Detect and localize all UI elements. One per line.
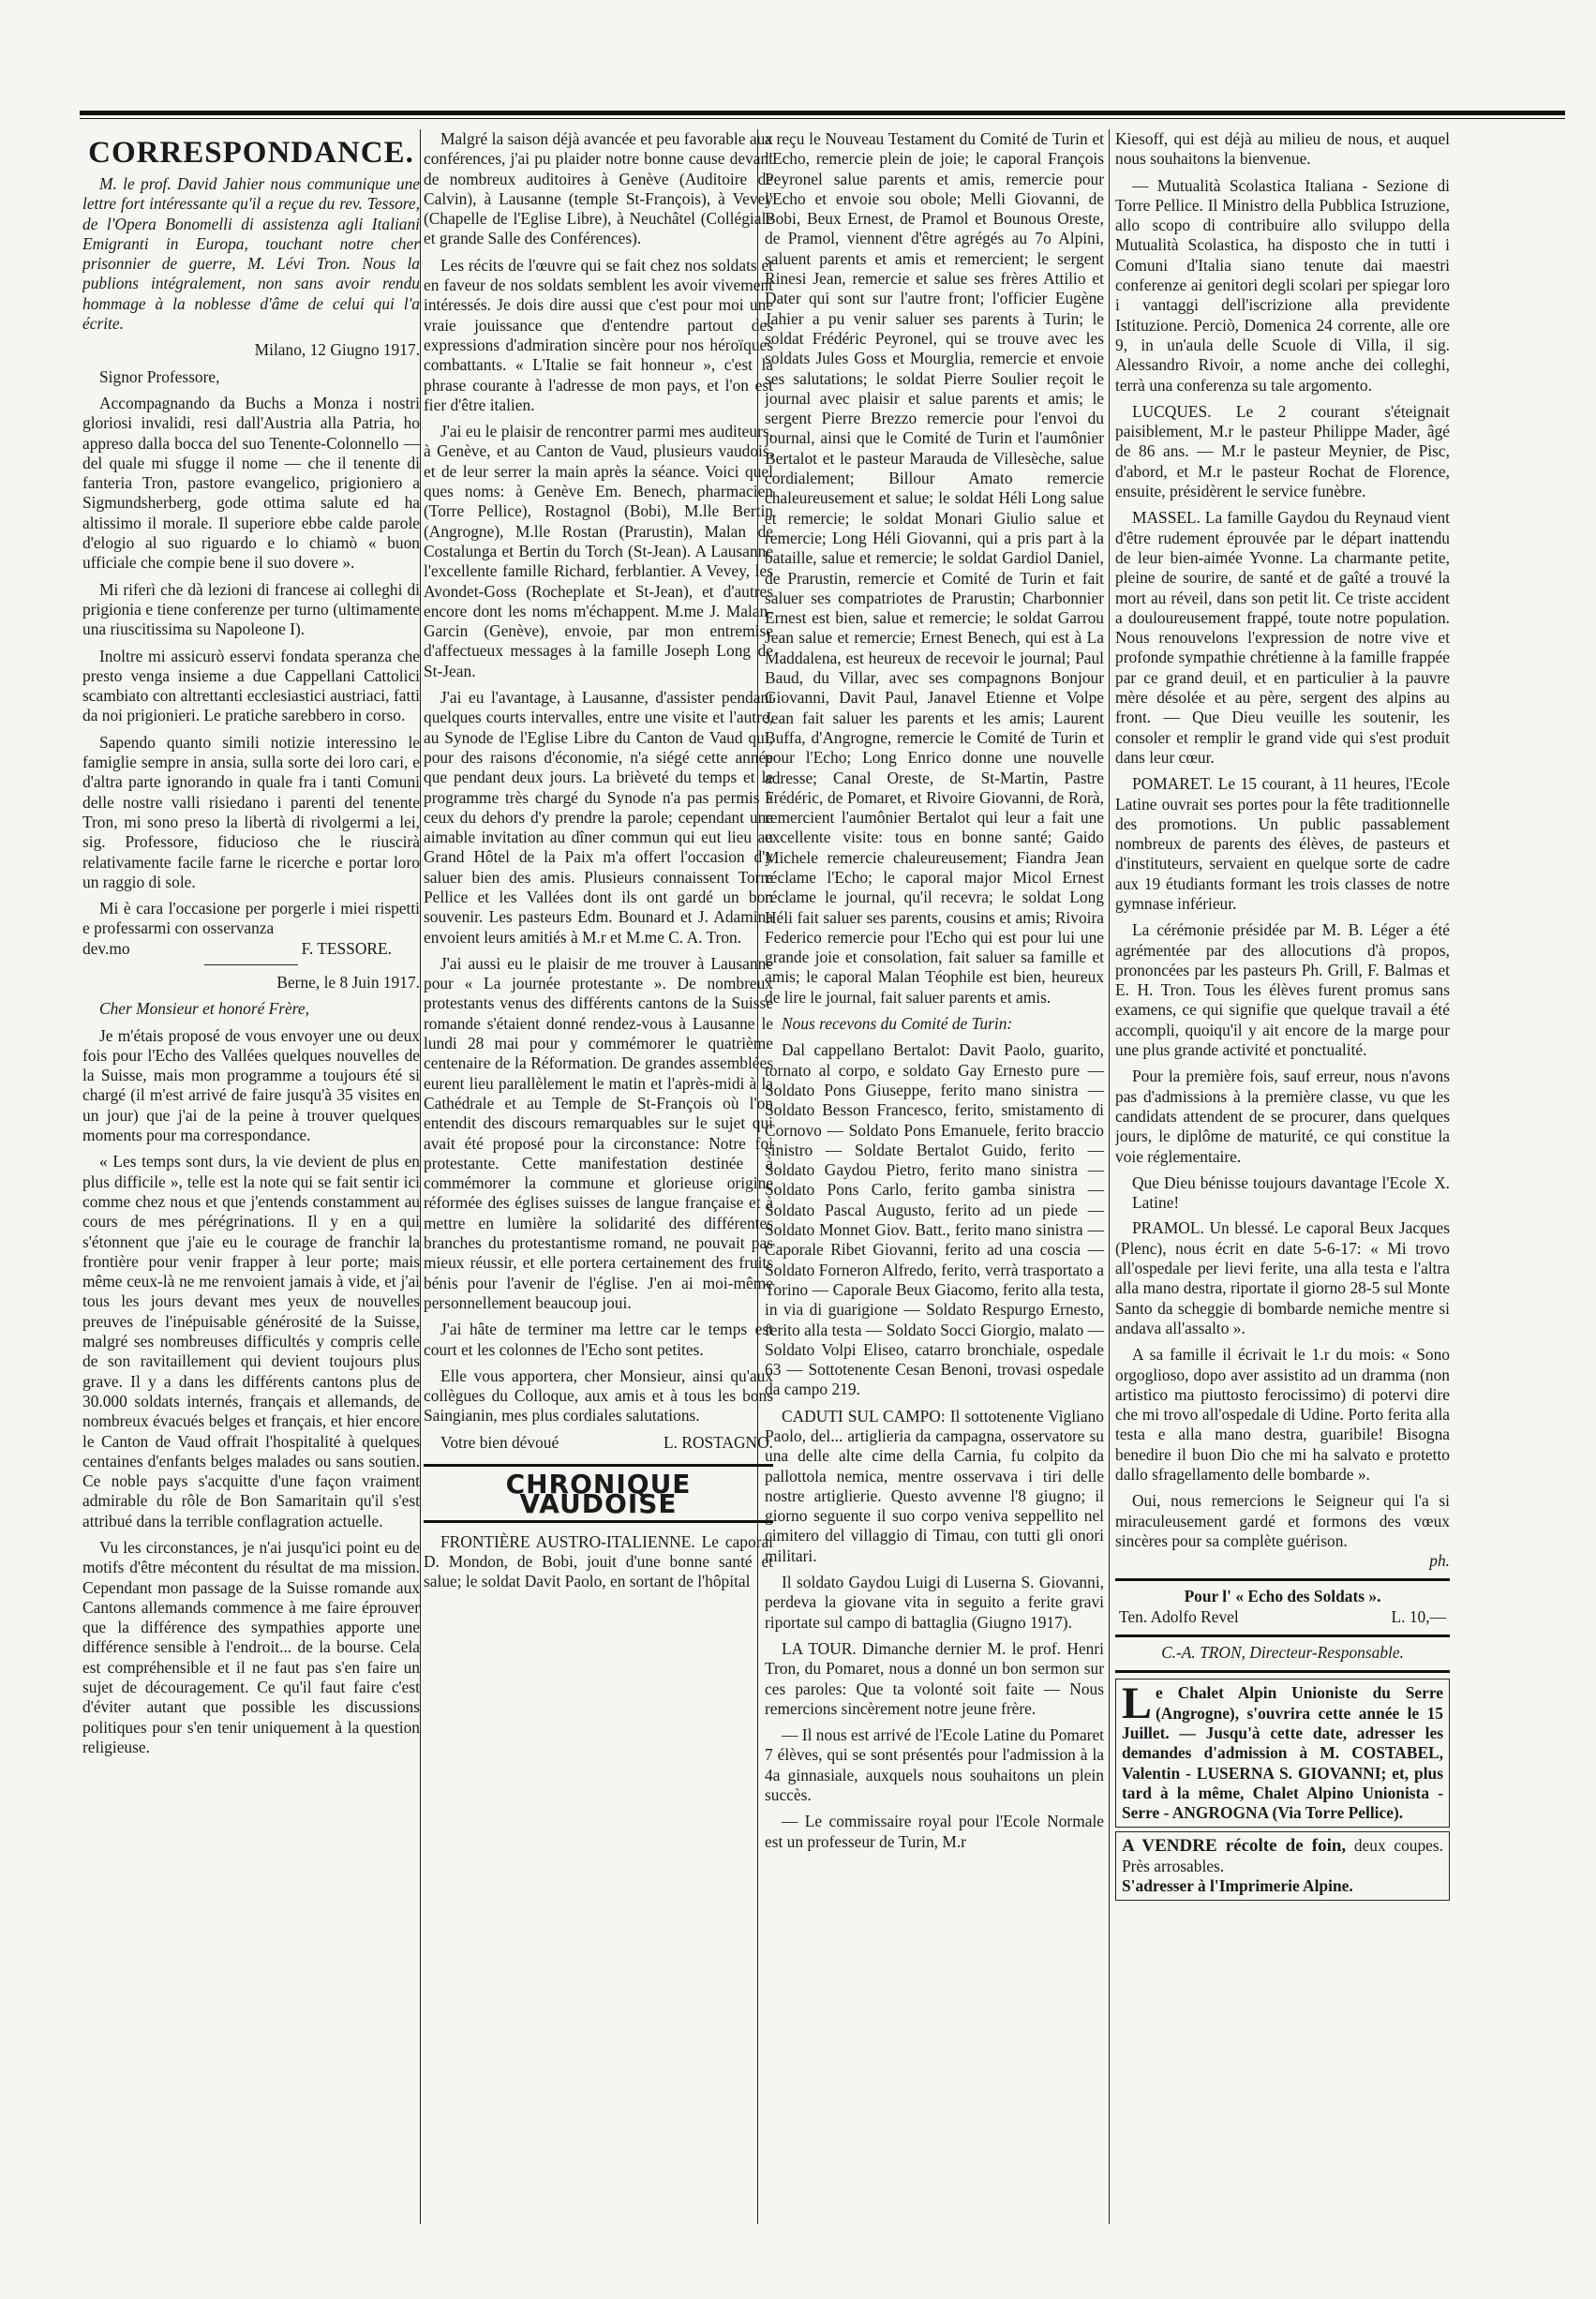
closing-text: Que Dieu bénisse toujours davantage l'Ecole Latine!	[1132, 1172, 1427, 1213]
rule	[1115, 1578, 1450, 1581]
ad-text: e Chalet Alpin Unioniste du Serre (Angrogne), s'ouvrira cette année le 15 Juillet. — Jusqu'à cette date, adresser les demandes d'admission à M. COSTABEL, Valentin - LUSERNA S. GIOVANNI; et, plus tard à la même, Chalet Alpino Unionista - Serre - ANGROGNA (Via Torre Pellice).	[1122, 1683, 1443, 1823]
paragraph: PRAMOL. Un blessé. Le caporal Beux Jacques (Plenc), nous écrit en date 5-6-17: « Mi trovo all'ospedale per lievi ferite, una alla testa e l'altra alla mano destra, riportate il giorno 28-5 sul Monte Santo da scheggie di bombarde nemiche mentre si andava all'assalto ».	[1115, 1218, 1450, 1337]
ad-text: deux coupes. Près arrosables.	[1122, 1836, 1443, 1875]
rule	[1115, 1670, 1450, 1673]
director-line: C.-A. TRON, Directeur-Responsable.	[1161, 1643, 1404, 1663]
column-4	[1115, 129, 1450, 2250]
section-heading-correspondance: CORRESPONDANCE.	[88, 136, 414, 170]
column-2	[424, 129, 773, 2250]
top-rule-thin	[80, 118, 1565, 119]
column-divider	[1109, 129, 1110, 2224]
paragraph: Les récits de l'œuvre qui se fait chez nos soldats et en faveur de nos soldats semblent les avoir vivement intéressés. Je dois dire aussi que c'est pour moi une vraie jouissance que d'entendre partout des expressions d'admiration sincère pour nos héroïques combattants. « L'Italie se fait honneur », c'est la phrase courante à l'adresse de mon pays, et l'on est fier d'être italien.	[424, 255, 773, 414]
paragraph: Vu les circonstances, je n'ai jusqu'ici point eu de motifs d'être mécontent du résultat de ma mission. Cependant mon passage de la Suisse romande aux Cantons allemands commence à me faire éprouver que la différence des sympathies apporte une différence sensible à l'endroit... de la bourse. Cela est compréhensible et il ne faut pas s'en faire un sujet de découragement. Ce qu'il faut faire c'est d'éviter autant que possible les discussions politiques pour s'en tenir uniquement à la question religieuse.	[82, 1538, 420, 1756]
paragraph: J'ai eu le plaisir de rencontrer parmi mes auditeurs, à Genève, et au Canton de Vaud, plusieurs vaudois, et de leur serrer la main après la séance. Voici quel ques noms: à Genève Em. Benech, pharmacien (Torre Pellice), Rostagnol (Bobi), M.lle Bertin (Angrogne), M.lle Rostan (Prarustin), Malan de Costalunga et Bertin du Torch (St-Jean). A Lausanne l'excellente famille Richard, ferblantier. A Vevey, les Avondet-Goss (Rocheplate et St-Jean), et d'autres encore dont les noms m'échappent. M.me J. Malan-Garcin (Genève), envoie, par mon entremise d'affectueux messages à la famille Joseph Long de St-Jean.	[424, 422, 773, 680]
letter-salutation: Signor Professore,	[99, 366, 220, 386]
ad-contact: S'adresser à l'Imprimerie Alpine.	[1122, 1876, 1353, 1896]
separator	[204, 964, 298, 965]
donation-amount: L. 10,—	[1391, 1606, 1446, 1626]
paragraph: Mi è cara l'occasione per porgerle i miei rispetti e professarmi con osservanza	[82, 899, 420, 938]
paragraph: Kiesoff, qui est déjà au milieu de nous, et auquel nous souhaitons la bienvenue.	[1115, 129, 1450, 169]
signature-line	[1115, 1173, 1450, 1214]
paragraph: a reçu le Nouveau Testament du Comité de Turin et l'Echo, remercie plein de joie; le caporal François Peyronel salue parents et amis, remercie pour l'Echo et envoie sou obole; Melli Giovanni, de Bobi, Beux Ernest, de Pramol et Bounous Oreste, de Pramol, viennent d'être agrégés au 7o Alpini, saluent parents et amis et remercient; le sergent Rinesi Jean, remercie et salue ses frères Attilio et Dater qui sont sur l'autre front; l'officier Eugène Jahier a pu venir saluer ses parents à Turin; le soldat Frédéric Peyronel, qui se trouve avec les soldats Jules Goss et Mourglia, remercie et envoie ses salutations; le soldat Pierre Soulier reçoit le journal avec plaisir et salue parents et amis; le sergent Pierre Brezzo remercie pour l'envoi du journal, ainsi que le Comité de Turin et l'aumônier Bertalot et le pasteur Marauda de Villesèche, salue cordialement; Billour Amato remercie chaleureusement et salue; le soldat Héli Long salue et remercie; le soldat Monari Giulio salue et remercie; Long Héli Giovanni, qui a pris part à la bataille, salue et remercie; le soldat Gardiol Daniel, de Prarustin, remercie et Comité de Turin et fait saluer ses compatriotes de Prarustin; Charbonnier Ernest est bien, salue et remercie; le soldat Garrou Jean salue et remercie; Ernest Benech, qui est à La Maddalena, est heureux de recevoir le journal; Paul Baud, du Villar, avec ses compagnons Bonjour Giovanni, Davit Paul, Janavel Etienne et Volpe Jean fait saluer les parents et les amis; Laurent Buffa, d'Angrogne, remercie le Comité de Turin et pour l'Echo; Long Enrico donne une nouvelle adresse; Canal Oreste, de St-Martin, Pastre Frédéric, de Pomaret, et Rivoire Giovanni, de Rorà, remercient l'aumônier Bertalot qui leur a fait une excellente visite: tous en bonne santé; Gaido Michele remercie chaleureusement; Fiandra Jean réclame l'Echo; le caporal major Micol Ernest réclame le journal, qu'il recevra; le soldat Long Héli fait saluer ses parents, cousins et amis; Rivoira Federico remercie pour l'Echo qui est pour lui une grande joie et consolation, fait saluer sa famille et amis; le caporal Malan Téophile est bien, heureux de lire le journal, fait saluer parents et amis.	[765, 129, 1104, 1007]
paragraph: A sa famille il écrivait le 1.r du mois: « Sono orgoglioso, dopo aver assistito ad un dramma (non artistico ma piuttosto ferocissimo) di potervi dire che mi trovo all'ospedale di Udine. Porto ferita alla testa e alla mano destra, guaribile! Bisogna benedire il buon Dio che mi ha salvato e protetto dallo sfragellamento delle bombarde ».	[1115, 1345, 1450, 1484]
paragraph: Sapendo quanto simili notizie interessino le famiglie sempre in ansia, sulla sorte dei loro cari, e d'altra parte ignorando in quale fra i tanti Comuni delle nostre valli risiedano i parenti del tenente Tron, mi sono preso la libertà di rivolgermi a lei, sig. Professore, fiducioso che le riuscirà relativamente facile farne le ricerche e portar loro un raggio di sole.	[82, 732, 420, 891]
paragraph: — Il nous est arrivé de l'Ecole Latine du Pomaret 7 élèves, qui se sont présentés pour l'admission à la 4a ginnasiale, auxquels nous souhaitons un plein succès.	[765, 1725, 1104, 1805]
paragraph: FRONTIÈRE AUSTRO-ITALIENNE. Le caporal D. Mondon, de Bobi, jouit d'une bonne santé et salue; le soldat Davit Paolo, en sortant de l'hôpital	[424, 1531, 773, 1591]
paragraph: — Le commissaire royal pour l'Ecole Normale est un professeur de Turin, M.r	[765, 1812, 1104, 1851]
paragraph: LA TOUR. Dimanche dernier M. le prof. Henri Tron, du Pomaret, nous a donné un bon sermon sur ces paroles: Que ta volonté soit faite — Nous remercions sincèrement notre jeune frère.	[765, 1638, 1104, 1718]
donor-name: Ten. Adolfo Revel	[1119, 1606, 1239, 1626]
signature-line	[424, 1433, 773, 1453]
signature: X.	[1434, 1172, 1450, 1192]
paragraph: Accompagnando da Buchs a Monza i nostri gloriosi invalidi, resi dall'Austria alla Patria, ho appreso dalla bocca del suo Tenente-Colonnello — del quale mi sfugge il nome — che il tenente di fanteria Tron, pastore evangelico, prigioniero a Sigmundsherberg, gode ottima salute ed ha altissimo il morale. Il superiore ebbe calde parole d'elogio al suo riguardo e lo chiamò « buon ufficiale che compie bene il suo dovere ».	[82, 393, 420, 573]
paragraph: POMARET. Le 15 courant, à 11 heures, l'Ecole Latine ouvrait ses portes pour la fête traditionnelle des promotions. Un public passablement nombreux de parents des élèves, de pasteurs et d'instituteurs, servaient en quelque sorte de cadre aux 19 étudiants formant les trois classes de notre gymnase inférieur.	[1115, 774, 1450, 913]
advertisement-foin	[1115, 1831, 1450, 1901]
column-3	[765, 129, 1104, 2250]
echo-heading: Pour l' « Echo des Soldats ».	[1184, 1587, 1381, 1606]
paragraph: J'ai eu l'avantage, à Lausanne, d'assister pendant quelques courts intervalles, entre une visite et l'autre, au Synode de l'Eglise Libre du Canton de Vaud qui, pour des raisons d'économie, n'a siégé cette année que pendant deux jours. La brièveté du temps et le programme très chargé du Synode n'a pas permis à ceux du dehors d'y prendre la parole; cependant une aimable invitation au dîner commun qui eut lieu au Grand Hôtel de la Paix m'a offert l'occasion d'y saluer bien des amis. Plusieurs connaissent Torre Pellice et les Vallées dont ils ont gardé un bon souvenir. Les pasteurs Edm. Bounard et J. Adamina envoient leurs amitiés à M.r et M.me C. A. Tron.	[424, 688, 773, 947]
paragraph: Mi riferì che dà lezioni di francese ai colleghi di prigionia e tiene conferenze per turno (ultimamente una riuscitissima su Napoleone I).	[82, 579, 420, 639]
ad-title: A VENDRE récolte de foin,	[1122, 1836, 1347, 1857]
advertisement-chalet	[1115, 1679, 1450, 1828]
letter-salutation: Cher Monsieur et honoré Frère,	[99, 999, 309, 1019]
column-1	[82, 129, 420, 2250]
paragraph: Pour la première fois, sauf erreur, nous n'avons pas d'admissions à la première classe, vu que les candidats attendent de se procurer, dans quelques jours, le diplôme de maturité, ce qui constitue la voie réglementaire.	[1115, 1067, 1450, 1166]
drop-cap: L	[1122, 1679, 1153, 1729]
signature: ph.	[1429, 1551, 1450, 1571]
paragraph: J'ai aussi eu le plaisir de me trouver à Lausanne pour « La journée protestante ». De nombreux protestants venus des différents cantons de la Suisse romande s'étaient donné rendez-vous à Lausanne le lundi 28 mai pour y commémorer le quatrième centenaire de la Réformation. De grandes assemblées eurent lieu parallèlement le matin et l'après-midi à la Cathédrale et au Temple de St-François où l'on entendit des discours remarquables sur le sujet qui avait été proposé pour la circonstance: Notre foi protestante. Cette manifestation destinée à commémorer la commune et glorieuse origine réformée des églises suisses de langue française et à mettre en lumière la solidarité des différentes branches du protestantisme romand, ne pouvait pas mieux réussir, et elle portera certainement des fruits bénis pour l'avenir de l'église. J'en ai moi-même personnellement beaucoup joui.	[424, 953, 773, 1312]
paragraph: Elle vous apportera, cher Monsieur, ainsi qu'aux collègues du Colloque, aux amis et à tous les bons Saingianin, mes plus cordiales salutations.	[424, 1366, 773, 1426]
paragraph: Il soldato Gaydou Luigi di Luserna S. Giovanni, perdeva la giovane vita in seguito a ferite gravi riportate sul campo di battaglia (Giugno 1917).	[765, 1573, 1104, 1632]
top-rule	[80, 111, 1565, 115]
signature: F. TESSORE.	[301, 938, 392, 958]
column-divider	[420, 129, 421, 2224]
paragraph: J'ai hâte de terminer ma lettre car le temps est court et les colonnes de l'Echo sont petites.	[424, 1320, 773, 1359]
signature: L. ROSTAGNO.	[664, 1432, 773, 1452]
paragraph: Je m'étais proposé de vous envoyer une ou deux fois pour l'Echo des Vallées quelques nouvelles de la Suisse, mais mon programme a toujours été si chargé (il m'est arrivé de faire jusqu'à 35 visites en un jour) que j'ai de la peine à trouver quelques moments pour ma correspondance.	[82, 1025, 420, 1145]
paragraph: MASSEL. La famille Gaydou du Reynaud vient d'être rudement éprouvée par le départ inattendu de leur bien-aimée Yvonne. La charmante petite, pleine de sourire, de santé et de gaîté a trouvé la mort au réveil, dans son petit lit. Ce triste accident a douloureusement frappé, toute notre population. Nous renouvelons l'expression de notre vive et profonde sympathie chrétienne à la famille frappée par ce grand deuil, et en particulier à la pauvre mère désolée et au père, sergent des alpins au front. — Que Dieu veuille les soutenir, les consoler et remplir le grand vide qui s'est produit dans leur cœur.	[1115, 508, 1450, 767]
donation-line	[1115, 1607, 1450, 1627]
paragraph: Dal cappellano Bertalot: Davit Paolo, guarito, tornato al corpo, e soldato Gay Ernesto pure — Soldato Pons Giuseppe, ferito mano sinistra — Soldato Besson Francesco, ferito, smistamento di Cornovo — Soldato Pons Emanuele, ferito braccio sinistro — Soldate Bertalot Guido, ferito — Soldato Gaydou Pietro, ferito mano sinistra — Soldato Pons Carlo, ferito gamba sinistra — Soldato Pascal Augusto, ferito ad un piede — Soldato Monnet Giov. Batt., ferito mano sinistra — Caporale Ribet Giovanni, ferito ad una coscia — Soldato Forneron Alfredo, ferito, verrà trasportato a Torino — Caporale Beux Giacomo, ferito alla testa, in via di guarigione — Soldato Respurgo Ernesto, ferito alla testa — Soldato Socci Giorgio, malato — Soldato Volpi Eliseo, catarro bronchiale, ospedale 63 — Sottotenente Cesan Benoni, trovasi ospedale da campo 219.	[765, 1040, 1104, 1399]
paragraph: Oui, nous remercions le Seigneur qui l'a si miraculeusement gardé et formons des vœux sincères pour sa complète guérison.	[1115, 1491, 1450, 1550]
closing-text: dev.mo	[82, 938, 130, 958]
letter-date: Berne, le 8 Juin 1917.	[276, 972, 420, 992]
paragraph: Inoltre mi assicurò esservi fondata speranza che presto venga insieme a due Cappellani Cattolici scambiato con altrettanti ecclesiastici austriaci, fatti da noi prigionieri. Le pratiche sarebbero in corso.	[82, 646, 420, 725]
rule	[1115, 1635, 1450, 1637]
paragraph: LUCQUES. Le 2 courant s'éteignait paisiblement, M.r le pasteur Philippe Mader, âgé de 86 ans. — M.r le pasteur Meynier, de Pisc, d'abord, et M.r le pasteur Rochat de Florence, ensuite, présidèrent le service funèbre.	[1115, 401, 1450, 501]
paragraph: La cérémonie présidée par M. B. Léger a été agrémentée par des allocutions d'à propos, prononcées par les pasteurs Ph. Grill, F. Balmas et E. H. Tron. Tous les élèves furent promus sans examens, ce qui signifie que quelque travail a été accompli, quoiqu'il y ait encore de la marge pour une plus grande activité et ponctualité.	[1115, 920, 1450, 1060]
subheading: Nous recevons du Comité de Turin:	[782, 1014, 1013, 1034]
paragraph: « Les temps sont durs, la vie devient de plus en plus difficile », telle est la note qui se fait sentir ici comme chez nous et que j'entends constamment au cours de mes pérégrinations. Il y en a qui s'étonnent que j'aie eu le courage de franchir la frontière pour venir frapper à leur porte; mais même ceux-là ne me renvoient jamais à vide, et j'ai tous les jours devant mes yeux de nouvelles preuves de l'inépuisable générosité de la Suisse, malgré ses nombreuses difficultés y compris celle de son ravitaillement qui devient toujours plus grave. Il y a dans les différents cantons plus de 30.000 soldats internés, français et allemands, de nombreux évacués belges et français, et hier encore le Canton de Vaud offrait l'hospitalité à quelques centaines d'enfants belges malades ou sans soutien. Ce noble pays s'acquitte d'une façon vraiment admirable du rôle de Bon Samaritain qu'il s'est attribué dans la terrible conflagration actuelle.	[82, 1152, 420, 1530]
closing-text: Votre bien dévoué	[440, 1432, 559, 1452]
paragraph: Malgré la saison déjà avancée et peu favorable aux conférences, j'ai pu plaider notre bonne cause devant de nombreux auditoires à Genève (Auditoire de Calvin), à Lausanne (temple St-François), à Vevey (Chapelle de l'Eglise Libre), à Neuchâtel (Collégiale et grande Salle des Conférences).	[424, 129, 773, 248]
section-heading-chronique: CHRONIQUE VAUDOISE	[424, 1464, 773, 1523]
letter-date: Milano, 12 Giugno 1917.	[254, 340, 420, 360]
signature-line	[82, 939, 420, 959]
paragraph: CADUTI SUL CAMPO: Il sottotenente Vigliano Paolo, del... artiglieria da campagna, osservatore su una delle alte cime della Carnia, fu colpito da pallottola nemica, mentre osservava i tiri delle nostre artiglierie. Questo avvenne l'8 giugno; il giorno seguente il suo corpo veniva seppellito nel cimitero del villaggio di Timau, con tutti gli onori militari.	[765, 1406, 1104, 1565]
intro-paragraph: M. le prof. David Jahier nous communique une lettre fort intéressante qu'il a reçue du rev. Tessore, de l'Opera Bonomelli di assistenza agli Italiani Emigranti in Europa, touchant notre cher prisonnier de guerre, M. Lévi Tron. Nous la publions intégralement, non sans avoir rendu hommage à la noblesse d'âme de celui qui l'a écrite.	[82, 174, 420, 334]
paragraph: — Mutualità Scolastica Italiana - Sezione di Torre Pellice. Il Ministro della Pubblica Istruzione, allo scopo di contribuire allo sviluppo della Mutualità Scolastica, ha disposto che in tutti i Comuni d'Italia siano tenute dai maestri conferenze ai genitori degli scolari per spiegar loro i vantaggi dell'iscrizione alla previdente Istituzione. Perciò, Domenica 24 corrente, alle ore 9, in un'aula delle Scuole di Villa, il sig. Alessandro Rivoir, a nome anche dei colleghi, terrà una conferenza su tale argomento.	[1115, 175, 1450, 395]
